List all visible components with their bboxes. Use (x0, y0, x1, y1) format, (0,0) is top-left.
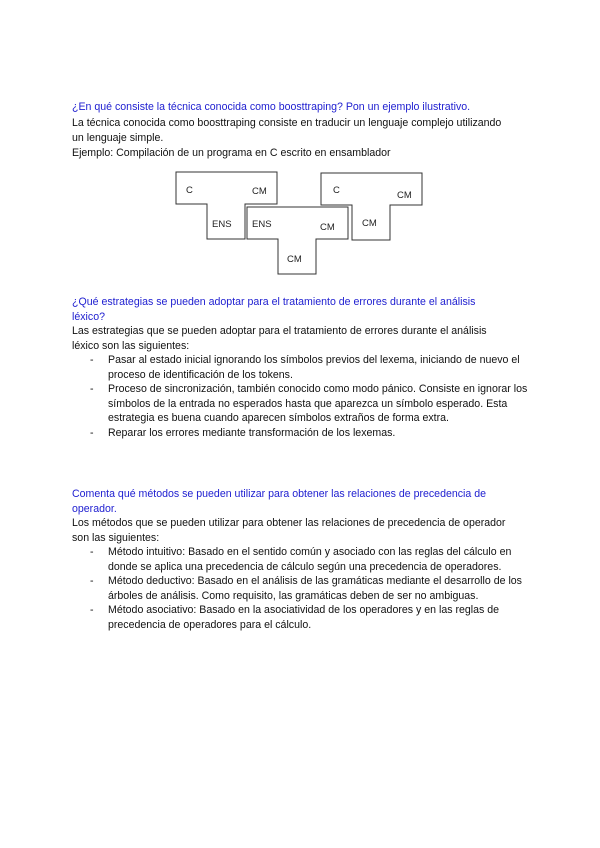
tdiagram-right-c: C (333, 185, 340, 196)
intro-line: léxico son las siguientes: (72, 339, 190, 352)
intro-lexical-errors (72, 324, 532, 353)
question-line: Comenta qué métodos se pueden utilizar para obtener las relaciones de precedencia de (72, 488, 487, 500)
intro-precedence (72, 516, 532, 545)
question-precedence (72, 487, 532, 516)
intro-line: Los métodos que se pueden utilizar para obtener las relaciones de precedencia de operador (72, 517, 506, 529)
list-item: - Reparar los errores mediante transformación de los lexemas. (88, 426, 528, 441)
tdiagram-mid-ens: ENS (252, 219, 272, 230)
question-bootstrapping: ¿En qué consiste la técnica conocida como boosttraping? Pon un ejemplo ilustrativo. (72, 101, 471, 113)
example-text: Ejemplo: Compilación de un programa en C escrito en ensamblador (72, 147, 391, 159)
tdiagram-left-ens: ENS (212, 219, 232, 230)
tdiagram-right-bottom-cm: CM (362, 218, 377, 229)
question-line: ¿Qué estrategias se pueden adoptar para el tratamiento de errores durante el análisis (72, 296, 476, 308)
list-item: - Proceso de sincronización, también conocido como modo pánico. Consiste en ignorar los símbolos de la entrada no esperados hasta que aparezca un símbolo esperado. Esta estrategia es buena cuando aparecen símbolos extraños de forma extra. (88, 382, 528, 426)
tdiagram-right-cm: CM (397, 190, 412, 201)
tdiagram-bottom-cm: CM (287, 254, 302, 265)
question-line: operador. (72, 502, 117, 515)
tdiagram-left-cm: CM (252, 186, 267, 197)
list-item: - Método asociativo: Basado en la asociatividad de los operadores y en las reglas de precedencia de operadores para el cálculo. (88, 603, 528, 632)
strategy-list (88, 353, 528, 441)
question-line: léxico? (72, 310, 105, 323)
list-item: - Pasar al estado inicial ignorando los símbolos previos del lexema, iniciando de nuevo el proceso de identificación de los tokens. (88, 353, 528, 382)
tdiagram-left-c: C (186, 185, 193, 196)
intro-line: son las siguientes: (72, 531, 160, 544)
question-lexical-errors (72, 295, 532, 324)
method-list (88, 545, 528, 633)
tdiagram-mid-cm: CM (320, 222, 335, 233)
intro-line: Las estrategias que se pueden adoptar para el tratamiento de errores durante el análisis (72, 325, 487, 337)
list-item: - Método intuitivo: Basado en el sentido común y asociado con las reglas del cálculo en donde se aplica una precedencia de cálculo según una precedencia de operadores. (88, 545, 528, 574)
list-item: - Método deductivo: Basado en el análisis de las gramáticas mediante el desarrollo de los árboles de análisis. Como requisito, las gramáticas deben de ser no ambiguas. (88, 574, 528, 603)
answer-line: La técnica conocida como boosttraping consiste en traducir un lenguaje complejo utilizando (72, 117, 502, 129)
tdiagram (0, 0, 600, 300)
answer-line: un lenguaje simple. (72, 131, 164, 144)
